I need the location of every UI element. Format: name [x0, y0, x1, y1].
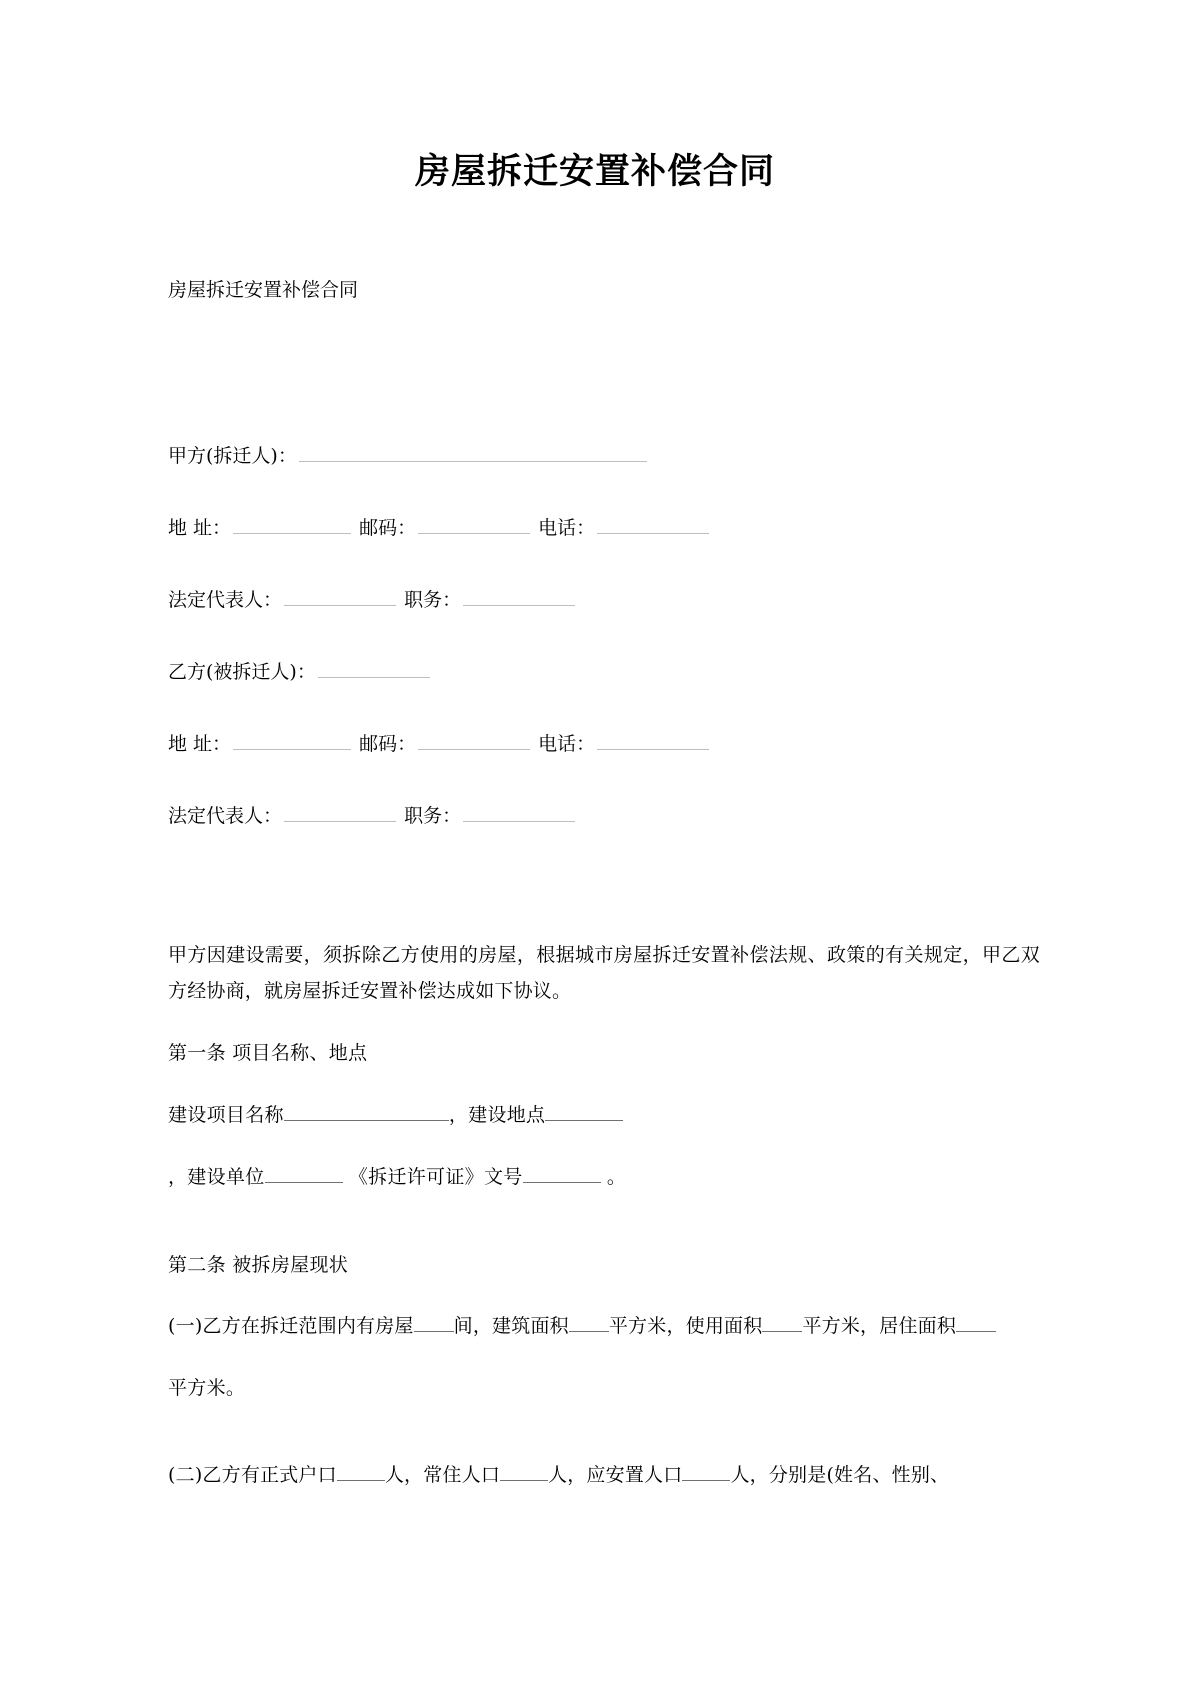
spacer — [168, 386, 1040, 438]
document-subtitle: 房屋拆迁安置补偿合同 — [168, 278, 359, 301]
spacer — [168, 1195, 1040, 1247]
demolition-permit-input[interactable] — [523, 1163, 601, 1183]
party-a-address-label: 地 址： — [168, 516, 232, 539]
spacer — [168, 912, 1040, 938]
article-2-item-2 — [168, 1458, 1040, 1493]
spacer — [168, 1071, 1040, 1097]
project-name-input[interactable] — [284, 1101, 449, 1121]
project-location-label: ，建设地点 — [448, 1103, 546, 1126]
spacer — [168, 474, 1040, 510]
item1-text-b: 间，建筑面积 — [453, 1315, 569, 1338]
spacer — [168, 1009, 1040, 1035]
party-a-phone-label: 电话： — [538, 516, 596, 539]
building-area-input[interactable] — [569, 1312, 609, 1332]
party-a-position-input[interactable] — [463, 585, 575, 606]
resettled-population-input[interactable] — [682, 1461, 730, 1481]
party-b-postcode-input[interactable] — [418, 729, 530, 750]
party-a-position-label: 职务： — [404, 589, 462, 612]
item2-text-b: 人，常住人口 — [384, 1464, 501, 1487]
spacer — [168, 618, 1040, 654]
party-b-phone-input[interactable] — [597, 729, 709, 750]
party-b-postcode-label: 邮码： — [359, 733, 417, 756]
item1-text-a: (一)乙方在拆迁范围内有房屋 — [168, 1315, 414, 1338]
party-a-postcode-label: 邮码： — [359, 516, 417, 539]
construction-unit-label: ，建设单位 — [168, 1165, 265, 1188]
permanent-population-input[interactable] — [500, 1461, 548, 1481]
field-party-a — [168, 438, 1040, 474]
party-b-position-label: 职务： — [404, 805, 462, 828]
spacer — [168, 834, 1040, 912]
spacer — [168, 1344, 1040, 1370]
field-party-b-legal-row — [168, 798, 1040, 834]
project-name-label: 建设项目名称 — [168, 1103, 284, 1126]
page-title: 房屋拆迁安置补偿合同 — [414, 151, 775, 192]
spacer — [168, 1283, 1040, 1309]
spacer — [168, 762, 1040, 798]
field-party-a-legal-row — [168, 582, 1040, 618]
article-1-line-2 — [168, 1159, 1040, 1195]
item2-text-d: 人，分别是(姓名、性别、 — [730, 1464, 950, 1487]
house-count-input[interactable] — [414, 1312, 454, 1332]
party-a-input[interactable] — [299, 441, 647, 462]
article-2-heading: 第二条 被拆房屋现状 — [168, 1253, 349, 1276]
spacer — [168, 1133, 1040, 1159]
party-a-label: 甲方(拆迁人)： — [168, 444, 297, 467]
item1-text-c: 平方米，使用面积 — [608, 1315, 763, 1338]
party-a-address-input[interactable] — [233, 513, 351, 534]
party-b-address-label: 地 址： — [168, 733, 232, 756]
preamble-paragraph: 甲方因建设需要，须拆除乙方使用的房屋，根据城市房屋拆迁安置补偿法规、政策的有关规定，甲乙双方经协商，就房屋拆迁安置补偿达成如下协议。 — [168, 944, 1040, 1002]
project-location-input[interactable] — [545, 1101, 623, 1121]
demolition-permit-label: 《拆迁许可证》文号 — [348, 1165, 523, 1188]
usable-area-input[interactable] — [762, 1312, 802, 1332]
sentence-end-period: 。 — [606, 1165, 627, 1188]
party-b-address-input[interactable] — [233, 729, 351, 750]
party-a-legal-rep-label: 法定代表人： — [168, 589, 283, 612]
party-b-input[interactable] — [318, 657, 430, 678]
item2-text-a: (二)乙方有正式户口 — [168, 1464, 337, 1487]
spacer — [168, 690, 1040, 726]
field-party-b — [168, 654, 1040, 690]
party-b-phone-label: 电话： — [538, 733, 596, 756]
party-b-legal-rep-label: 法定代表人： — [168, 805, 283, 828]
party-b-label: 乙方(被拆迁人)： — [168, 661, 316, 684]
article-1-heading: 第一条 项目名称、地点 — [168, 1041, 368, 1064]
document-body — [0, 194, 1190, 1494]
party-a-postcode-input[interactable] — [418, 513, 530, 534]
field-party-a-address-row — [168, 510, 1040, 546]
living-area-input[interactable] — [956, 1312, 996, 1332]
article-2-item-1 — [168, 1309, 1040, 1344]
registered-population-input[interactable] — [337, 1461, 385, 1481]
article-1-line-1 — [168, 1097, 1040, 1133]
article-2-item-1-continued: 平方米。 — [168, 1377, 246, 1400]
party-a-legal-rep-input[interactable] — [284, 585, 396, 606]
party-b-position-input[interactable] — [463, 801, 575, 822]
spacer — [168, 194, 1040, 272]
party-b-legal-rep-input[interactable] — [284, 801, 396, 822]
field-party-b-address-row — [168, 726, 1040, 762]
item2-text-c: 人，应安置人口 — [548, 1464, 683, 1487]
spacer — [168, 308, 1040, 386]
party-a-phone-input[interactable] — [597, 513, 709, 534]
item1-text-d: 平方米，居住面积 — [802, 1315, 957, 1338]
construction-unit-input[interactable] — [265, 1163, 343, 1183]
spacer — [168, 1406, 1040, 1458]
spacer — [168, 546, 1040, 582]
